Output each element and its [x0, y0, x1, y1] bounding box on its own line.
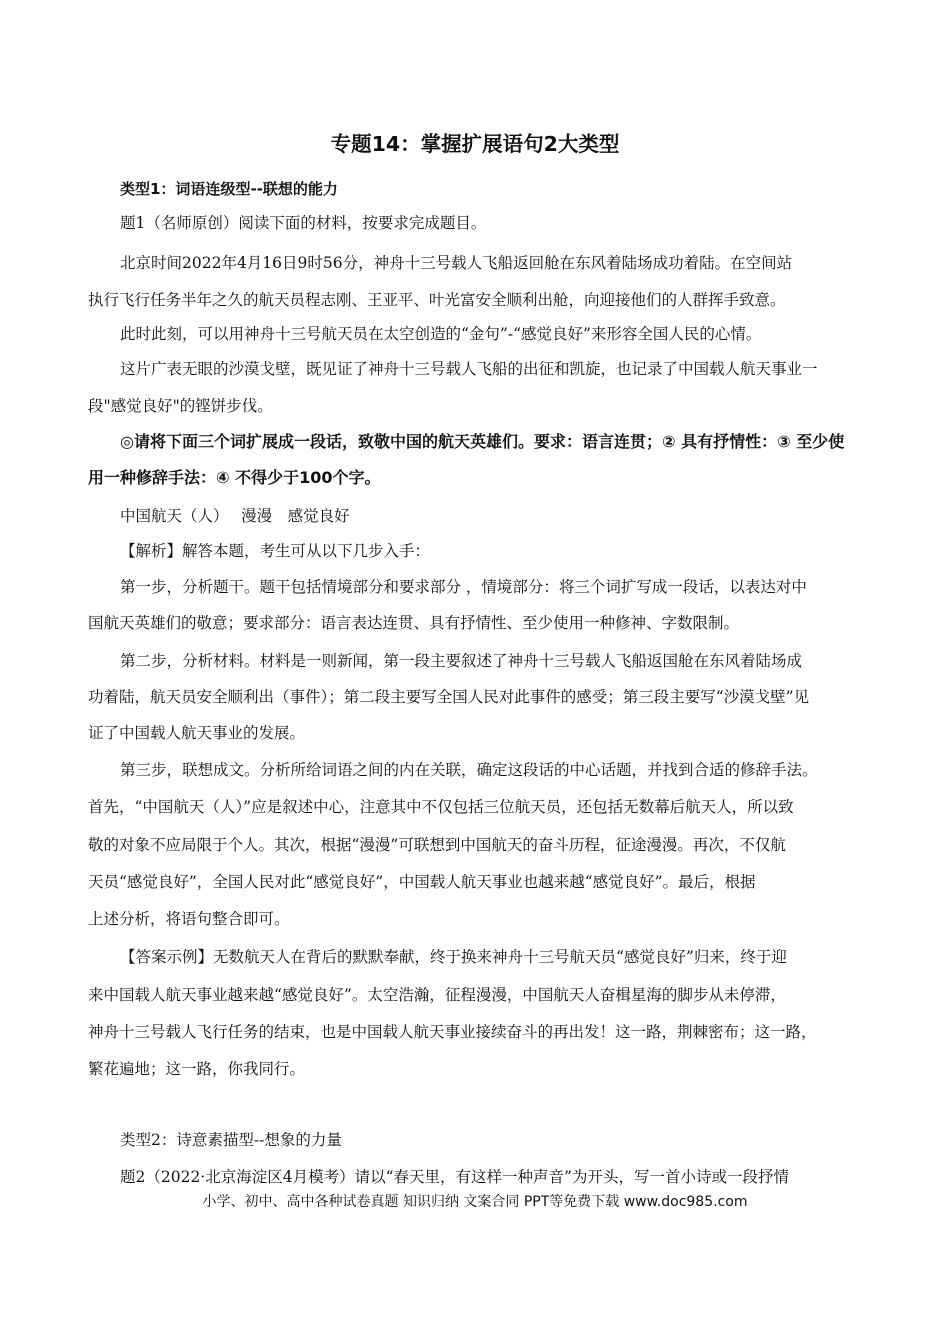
q1-paragraph1-line2: 执行飞行任务半年之久的航天员程志刚、王亚平、叶光富安全顺利出舱，向迎接他们的人群挥手致意。: [88, 291, 786, 309]
type2-heading: 类型2：诗意素描型--想象的力量: [120, 1131, 342, 1149]
step2-line2: 功着陆，航天员安全顺利出（事件）；第二段主要写全国人民对此事件的感受；第三段主要写“沙漠戈壁”见: [88, 688, 810, 706]
step3-line4: 天员“感觉良好”，全国人民对此“感觉良好”，中国载人航天事业也越来越“感觉良好”。最后，根据: [88, 873, 756, 891]
answer-line2: 来中国载人航天事业越来越“感觉良好”。太空浩瀚，征程漫漫，中国航天人奋楫星海的脚步从未停滞，: [88, 986, 786, 1004]
step3-line1: 第三步，联想成文。分析所给词语之间的内在关联，确定这段话的中心话题，并找到合适的修辞手法。: [120, 761, 818, 779]
q1-requirement-line2: 用一种修辞手法：④ 不得少于100个字。: [88, 468, 381, 487]
step2-line1: 第二步，分析材料。材料是一则新闻，第一段主要叙述了神舟十三号载人飞船返国舱在东风着陆场成: [120, 652, 803, 670]
step3-line5: 上述分析，将语句整合即可。: [88, 910, 290, 928]
answer-line3: 神舟十三号载人飞行任务的结束，也是中国载人航天事业接续奋斗的再出发！这一路，荆棘密布；这一路，: [88, 1023, 817, 1041]
q1-requirement-line1: ◎请将下面三个词扩展成一段话，致敬中国的航天英雄们。要求：语言连贯；② 具有抒情性：③ 至少使: [120, 432, 845, 451]
q1-words: 中国航天（人） 漫漫 感觉良好: [120, 507, 350, 525]
step3-line2: 首先，“中国航天（人）”应是叙述中心，注意其中不仅包括三位航天员，还包括无数幕后航天人，所以致: [88, 798, 794, 816]
step3-line3: 敬的对象不应局限于个人。其次，根据“漫漫”可联想到中国航天的奋斗历程，征途漫漫。再次，不仅航: [88, 836, 786, 854]
step1-line1: 第一步，分析题干。题干包括情境部分和要求部分 ，情境部分：将三个词扩写成一段话，以表达对中: [120, 578, 807, 596]
question2-intro: 题2（2022·北京海淀区4月模考）请以“春天里，有这样一种声音”为开头，写一首小诗或一段抒情: [120, 1168, 789, 1186]
page-title: 专题14：掌握扩展语句2大类型: [330, 132, 620, 156]
step2-line3: 证了中国载人航天事业的发展。: [88, 724, 306, 742]
answer-line4: 繁花遍地；这一路，你我同行。: [88, 1060, 306, 1078]
type1-heading: 类型1：词语连级型--联想的能力: [120, 180, 338, 198]
answer-line1: 【答案示例】无数航天人在背后的默默奉献，终于换来神舟十三号航天员“感觉良好”归来，终于迎: [120, 948, 787, 966]
q1-paragraph3-line2: 段"感觉良好"的铿饼步伐。: [88, 397, 273, 415]
step1-line2: 国航天英雄们的敬意；要求部分：语言表达连贯、具有抒情性、至少使用一种修神、字数限制。: [88, 614, 740, 632]
page-footer: 小学、初中、高中各种试卷真题 知识归纳 文案合同 PPT等免费下载 www.doc985.com: [202, 1194, 748, 1210]
question1-intro: 题1（名师原创）阅读下面的材料，按要求完成题目。: [120, 214, 487, 232]
q1-paragraph3-line1: 这片广表无眼的沙漠戈壁，既见证了神舟十三号载人飞船的出征和凯旋，也记录了中国载人航天事业一: [120, 360, 818, 378]
q1-paragraph1-line1: 北京时间2022年4月16日9时56分，神舟十三号载人飞船返回舱在东风着陆场成功着陆。在空间站: [120, 254, 793, 272]
analysis-heading: 【解析】解答本题，考生可从以下几步入手：: [120, 542, 431, 560]
q1-paragraph2: 此时此刻，可以用神舟十三号航天员在太空创造的“金句”-“感觉良好”来形容全国人民的心情。: [120, 325, 762, 343]
